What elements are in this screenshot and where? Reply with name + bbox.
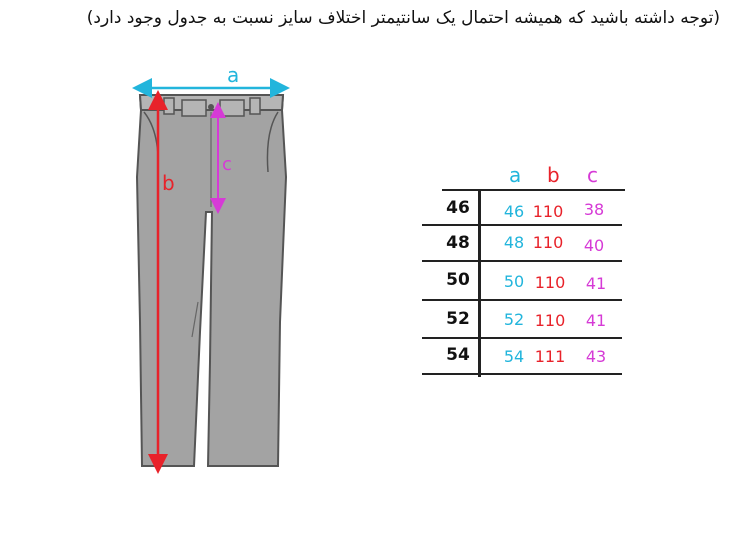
table-cell-c: 38 <box>583 200 605 219</box>
size-disclaimer-note: (توجه داشته باشید که همیشه احتمال یک سانتیمتر اختلاف سایز نسبت به جدول وجود دارد) <box>86 8 720 28</box>
table-row-size: 48 <box>446 233 470 253</box>
belt-loop <box>164 98 174 114</box>
table-cell-a: 48 <box>503 233 525 252</box>
table-cell-a: 54 <box>503 347 525 366</box>
pants-illustration <box>120 62 310 482</box>
table-cell-a: 46 <box>503 202 525 221</box>
belt-loop <box>250 98 260 114</box>
size-column-divider <box>478 189 481 377</box>
header-a: a <box>509 163 522 187</box>
table-cell-b: 110 <box>532 233 564 252</box>
table-cell-c: 41 <box>585 274 607 293</box>
measure-a-label: a <box>227 63 240 87</box>
table-cell-b: 110 <box>534 311 566 330</box>
table-cell-c: 40 <box>583 236 605 255</box>
table-row-size: 54 <box>446 345 470 365</box>
belt-loop <box>220 100 244 116</box>
belt-loop <box>182 100 206 116</box>
header-c: c <box>587 163 598 187</box>
table-row-size: 46 <box>446 198 470 218</box>
button <box>208 104 214 110</box>
header-b: b <box>547 163 560 187</box>
table-cell-b: 111 <box>534 347 566 366</box>
row-divider <box>422 260 622 262</box>
table-cell-a: 50 <box>503 272 525 291</box>
table-row-size: 52 <box>446 309 470 329</box>
row-divider <box>422 299 622 301</box>
table-cell-b: 110 <box>532 202 564 221</box>
row-divider <box>422 224 622 226</box>
row-divider <box>422 373 622 375</box>
table-cell-c: 41 <box>585 311 607 330</box>
measure-c-label: c <box>222 154 232 175</box>
measure-b-label: b <box>162 171 175 195</box>
table-cell-c: 43 <box>585 347 607 366</box>
table-cell-b: 110 <box>534 273 566 292</box>
header-divider <box>442 189 625 191</box>
row-divider <box>422 337 622 339</box>
table-row-size: 50 <box>446 270 470 290</box>
table-cell-a: 52 <box>503 310 525 329</box>
size-table <box>420 160 630 380</box>
pants-measurement-diagram <box>120 62 310 482</box>
